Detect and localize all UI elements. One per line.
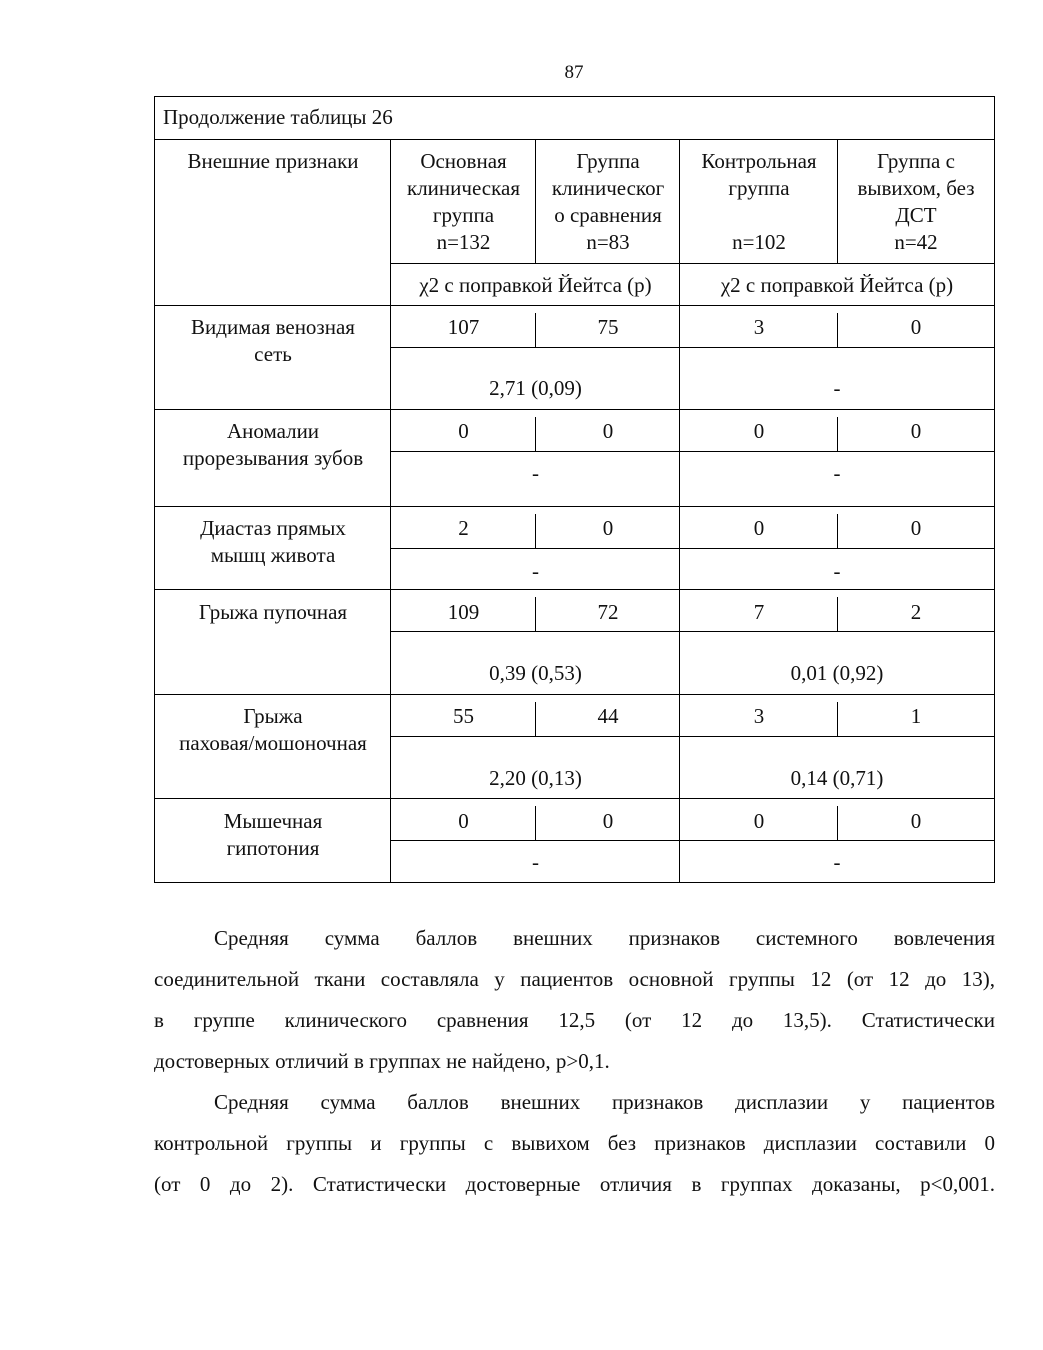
count-cell: 2 [458,516,469,540]
count-cell: 55 [453,704,474,728]
table-rule [391,451,994,452]
group-header-line: о сравнения [554,203,662,227]
row-header: Внешние признаки [187,149,359,173]
count-cell: 75 [597,315,619,339]
paragraph-line: достоверных отличий в группах не найдено, р>0,1. [154,1049,610,1073]
body-paragraph [154,1082,995,1205]
count-cell: 0 [910,516,922,540]
table-rule [391,840,994,841]
stat-header: χ2 с поправкой Йейтса (р) [720,273,954,297]
row-label-line: паховая/мошоночная [179,731,367,755]
paragraph-line: Средняя сумма баллов внешних признаков системного вовлечения [214,926,995,950]
stat-cell: - [532,850,539,874]
row-label-line: Грыжа пупочная [198,600,348,624]
table-rule [391,263,994,264]
table-rule [155,409,994,410]
group-header-line: группа [728,176,790,200]
group-header-line: Основная [420,149,507,173]
group-header-line: n=102 [732,230,786,254]
count-cell: 2 [910,600,922,624]
page-number: 87 [564,62,584,83]
count-cell: 44 [597,704,619,728]
row-label-line: Мышечная [223,809,323,833]
group-header-line: n=132 [436,230,491,254]
stat-cell: - [532,559,539,583]
table-rule [391,631,994,632]
count-cell: 0 [753,516,765,540]
group-header-dislocation [838,148,994,256]
count-cell: 0 [910,315,922,339]
count-cell: 0 [458,809,469,833]
count-cell: 0 [602,516,614,540]
table-rule [391,347,994,348]
row-label [155,314,391,368]
table-rule [391,548,994,549]
group-header-control [680,148,838,256]
stat-cell: - [532,461,539,485]
count-cell: 109 [447,600,480,624]
count-cell: 7 [753,600,765,624]
row-label-line: мышц живота [210,543,336,567]
count-cell: 0 [753,809,765,833]
group-header-line: группа [432,203,495,227]
row-label [155,808,391,862]
group-header-line: ДСТ [895,203,937,227]
group-header-line: n=42 [894,230,938,254]
group-header-line: клиническог [551,176,665,200]
table-rule [535,139,536,263]
stat-header: χ2 с поправкой Йейтса (р) [419,273,652,297]
table-rule [155,139,994,140]
stat-cell: 2,20 (0,13) [489,766,582,790]
table-rule [837,139,838,263]
paragraph-line: (от 0 до 2). Статистически достоверные отличия в группах доказаны, р<0,001. [154,1172,995,1196]
row-label [155,703,391,757]
count-cell: 3 [753,315,765,339]
paragraph-line: в группе клинического сравнения 12,5 (от 12 до 13,5). Статистически [154,1008,995,1032]
group-header-line: Контрольная [701,149,817,173]
table-rule [391,736,994,737]
row-label [155,418,391,472]
group-header-line: вывихом, без [857,176,975,200]
count-cell: 1 [910,704,922,728]
table-caption: Продолжение таблицы 26 [163,105,393,129]
stat-cell: - [833,376,841,400]
stat-cell: 0,14 (0,71) [790,766,884,790]
group-header-line: Группа с [877,149,955,173]
count-cell: 0 [602,809,614,833]
row-label-line: Аномалии [226,419,320,443]
table-rule [155,798,994,799]
stat-cell: 0,01 (0,92) [790,661,884,685]
table-rule [155,589,994,590]
count-cell: 0 [458,419,469,443]
count-cell: 72 [597,600,619,624]
count-cell: 0 [602,419,614,443]
body-paragraph [154,918,995,1082]
stat-cell: 0,39 (0,53) [489,661,582,685]
stat-cell: - [833,559,841,583]
row-label-line: гипотония [226,836,320,860]
stat-cell: 2,71 (0,09) [489,376,582,400]
paragraph-line: Средняя сумма баллов внешних признаков дисплазии у пациентов [214,1090,995,1114]
group-header-main [391,148,536,256]
group-header-line [680,202,838,229]
table-rule [155,305,994,306]
row-label [155,599,391,626]
row-label-line: Видимая венозная [191,315,355,339]
count-cell: 107 [447,315,480,339]
group-header-comparison [536,148,680,256]
row-label-line: Грыжа [243,704,303,728]
data-table [154,96,995,883]
group-header-line: клиническая [407,176,520,200]
paragraph-line: контрольной группы и группы с вывихом без признаков дисплазии составили 0 [154,1131,995,1155]
table-rule [155,694,994,695]
group-header-line: Группа [576,149,640,173]
paragraph-line: соединительной ткани составляла у пациентов основной группы 12 (от 12 до 13), [154,967,995,991]
count-cell: 0 [753,419,765,443]
count-cell: 0 [910,419,922,443]
group-header-line: n=83 [586,230,630,254]
row-label-line: сеть [254,342,292,366]
stat-cell: - [833,850,841,874]
row-label-line: Диастаз прямых [200,516,346,540]
count-cell: 3 [753,704,765,728]
count-cell: 0 [910,809,922,833]
stat-cell: - [833,461,841,485]
table-rule [155,506,994,507]
row-label [155,515,391,569]
row-label-line: прорезывания зубов [182,446,364,470]
